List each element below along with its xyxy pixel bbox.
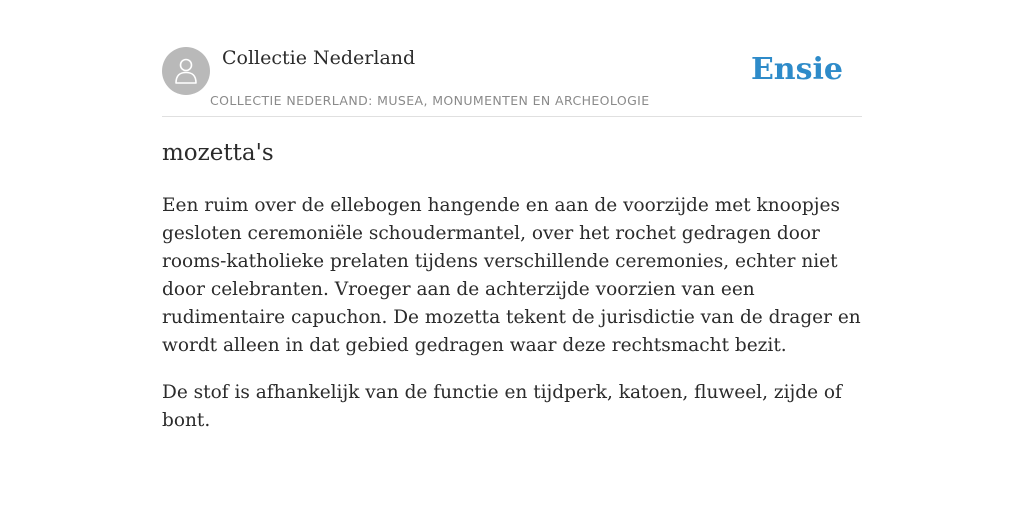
entry-body <box>162 192 872 454</box>
source-label[interactable]: COLLECTIE NEDERLAND: MUSEA, MONUMENTEN EN ARCHEOLOGIE <box>210 93 650 108</box>
avatar[interactable] <box>162 47 210 95</box>
user-outline-icon <box>174 57 198 85</box>
author-name[interactable]: Collectie Nederland <box>222 47 416 69</box>
entry-paragraph: De stof is afhankelijk van de functie en tijdperk, katoen, fluweel, zijde of bont. <box>162 382 842 431</box>
ensie-logo[interactable]: Ensie <box>750 52 843 87</box>
entry-header <box>162 46 862 117</box>
entry-title: mozetta's <box>162 140 274 166</box>
entry-paragraph: Een ruim over de ellebogen hangende en aan de voorzijde met knoopjes gesloten ceremoniële schoudermantel, over het rochet gedragen door rooms-katholieke prelaten tijdens verschillende ceremonies, echter niet door celebranten. Vroeger aan de achterzijde voorzien van een rudimentaire capuchon. De mozetta tekent de jurisdictie van de drager en wordt alleen in dat gebied gedragen waar deze rechtsmacht bezit. <box>162 195 861 356</box>
